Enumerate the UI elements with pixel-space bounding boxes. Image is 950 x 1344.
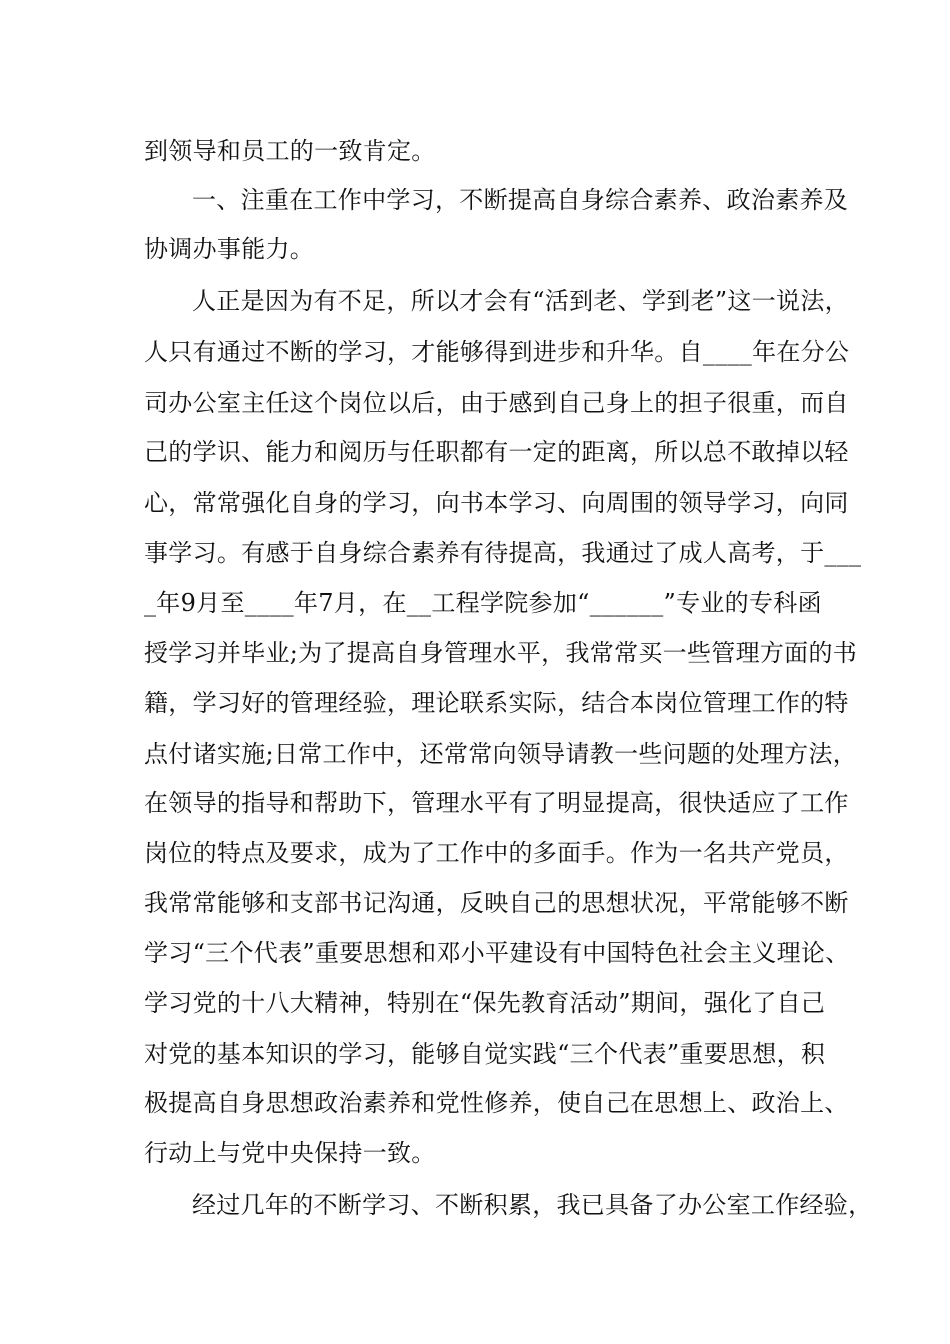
text-line: 司办公室主任这个岗位以后，由于感到自己身上的担子很重，而自: [144, 389, 849, 417]
text-line: 点付诸实施;日常工作中，还常常向领导请教一些问题的处理方法，: [144, 740, 858, 768]
section-heading-line: 一、注重在工作中学习，不断提高自身综合素养、政治素养及: [192, 186, 849, 214]
text-line: 岗位的特点及要求，成为了工作中的多面手。作为一名共产党员，: [144, 839, 849, 867]
paragraph-first-line: 人正是因为有不足，所以才会有“活到老、学到老”这一说法，: [192, 287, 849, 315]
text-line: 在领导的指导和帮助下，管理水平有了明显提高，很快适应了工作: [144, 789, 849, 817]
text-line: 籍，学习好的管理经验，理论联系实际，结合本岗位管理工作的特: [144, 689, 849, 717]
text-line: 学习“三个代表”重要思想和邓小平建设有中国特色社会主义理论、: [144, 939, 850, 967]
text-line: 行动上与党中央保持一致。: [144, 1139, 436, 1167]
text-line: 事学习。有感于自身综合素养有待提高，我通过了成人高考，于___: [144, 539, 862, 567]
paragraph-first-line: 经过几年的不断学习、不断积累，我已具备了办公室工作经验，: [192, 1191, 873, 1219]
text-line: 学习党的十八大精神，特别在“保先教育活动”期间，强化了自己: [144, 989, 826, 1017]
section-heading-line: 协调办事能力。: [144, 235, 315, 263]
text-line: 我常常能够和支部书记沟通，反映自己的思想状况，平常能够不断: [144, 889, 849, 917]
text-line: 授学习并毕业;为了提高自身管理水平，我常常买一些管理方面的书: [144, 639, 858, 667]
text-line: 己的学识、能力和阅历与任职都有一定的距离，所以总不敢掉以轻: [144, 438, 849, 466]
text-line: 对党的基本知识的学习，能够自觉实践“三个代表”重要思想，积: [144, 1040, 826, 1068]
text-line: _年9月至____年7月，在__工程学院参加“______”专业的专科函: [144, 589, 822, 617]
text-line: 极提高自身思想政治素养和党性修养，使自己在思想上、政治上、: [144, 1089, 849, 1117]
text-line: 人只有通过不断的学习，才能够得到进步和升华。自____年在分公: [144, 338, 850, 366]
text-line: 心，常常强化自身的学习，向书本学习、向周围的领导学习，向同: [144, 489, 849, 517]
text-line: 到领导和员工的一致肯定。: [144, 137, 436, 165]
